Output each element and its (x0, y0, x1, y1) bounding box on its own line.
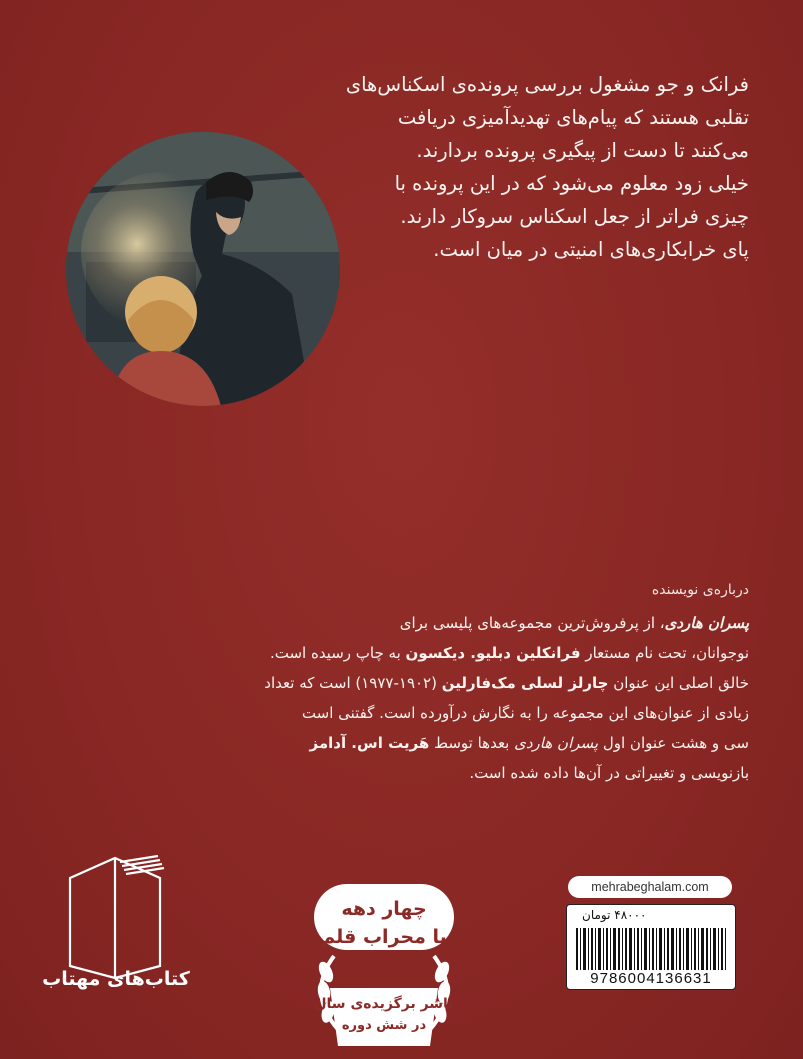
barcode-bars (576, 928, 726, 970)
blurb-line: فرانک و جو مشغول بررسی پرونده‌ی اسکناس‌های (345, 73, 749, 96)
about-line: نوجوانان، تحت نام مستعار فرانکلین دبلیو. دیکسون به چاپ رسیده است. (269, 644, 749, 662)
creator-name: چارلز لسلی مک‌فارلین (441, 674, 609, 692)
illustration-scene (66, 132, 340, 406)
price-label: ۴۸۰۰۰ تومان (582, 908, 647, 922)
isbn-number: 9786004136631 (590, 970, 712, 987)
badge-line-2: با محراب قلم (321, 926, 447, 948)
blurb-line: می‌کنند تا دست از پیگیری پرونده بردارند. (416, 139, 749, 162)
blurb-line: خیلی زود معلوم می‌شود که در این پرونده با (394, 172, 749, 195)
blurb-line: چیزی فراتر از جعل اسکناس سروکار دارند. (400, 205, 749, 228)
cover-illustration (66, 132, 340, 406)
badge-bottom-2: در شش دوره (341, 1018, 427, 1033)
about-line: پسران هاردی، از پرفروش‌ترین مجموعه‌های پلیسی برای (399, 614, 749, 632)
reviser-name: هَریت اس. آدامز (309, 734, 430, 752)
about-author-heading: درباره‌ی نویسنده (651, 582, 749, 598)
series-title: پسران هاردی (664, 614, 749, 632)
badge-line-1: چهار دهه (341, 898, 427, 920)
blurb-line: پای خرابکاری‌های امنیتی در میان است. (433, 238, 749, 261)
publisher-name: کتاب‌های مهتاب (42, 968, 190, 990)
book-blurb (345, 68, 749, 266)
badge-bottom-1: ناشر برگزیده‌ی سال (314, 996, 454, 1012)
about-line: بازنویسی و تغییراتی در آن‌ها داده شده است. (469, 764, 749, 782)
blurb-line: تقلبی هستند که پیام‌های تهدیدآمیزی دریافت (397, 106, 749, 129)
about-author-text (169, 608, 749, 788)
publisher-website[interactable]: mehrabeghalam.com (568, 876, 732, 898)
pen-name: فرانکلین دبلیو. دیکسون (405, 644, 581, 662)
about-line: سی و هشت عنوان اول پسران هاردی بعدها توسط هَریت اس. آدامز (309, 734, 749, 752)
about-line: زیادی از عنوان‌های این مجموعه را به نگارش درآورده است. گفتنی است (301, 704, 749, 722)
about-line: خالق اصلی این عنوان چارلز لسلی مک‌فارلین (۱۹۰۲-۱۹۷۷) است که تعداد (264, 674, 749, 692)
open-book-crescent-icon (60, 848, 170, 988)
